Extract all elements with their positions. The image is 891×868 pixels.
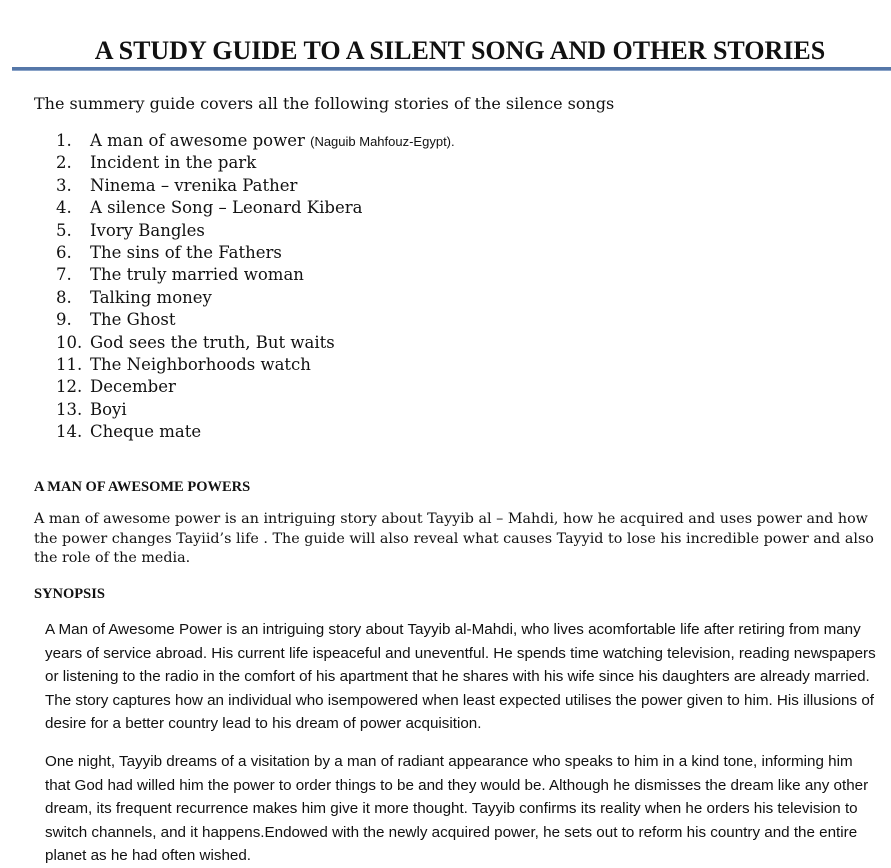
synopsis-paragraph: One night, Tayyib dreams of a visitation by a man of radiant appearance who speaks to him in a kind tone, informing him that God had willed him the power to order things to be and they would be. Although he dismisses the dream like any other dream, its frequent recurrence makes him give it more thought. Tayyib confirms its reality when he orders his television to switch channels, and it happens.Endowed with the newly acquired power, he sets out to reform his country and the entire planet as he had often wished. xyxy=(45,753,869,865)
list-number: 5. xyxy=(56,220,72,240)
section-heading: A MAN OF AWESOME POWERS xyxy=(34,479,251,495)
story-title: A silence Song – Leonard Kibera xyxy=(90,198,363,218)
list-item xyxy=(56,197,455,219)
list-number: 12. xyxy=(56,377,83,397)
list-number: 6. xyxy=(56,242,72,262)
list-number: 3. xyxy=(56,175,72,195)
list-item xyxy=(56,175,455,197)
story-author-note: (Naguib Mahfouz-Egypt). xyxy=(310,134,455,149)
list-number: 4. xyxy=(56,198,72,218)
list-item xyxy=(56,152,455,174)
synopsis-heading: SYNOPSIS xyxy=(34,586,105,602)
story-title: The sins of the Fathers xyxy=(90,242,282,262)
list-item xyxy=(56,130,455,152)
list-item xyxy=(56,354,455,376)
section-intro-paragraph: A man of awesome power is an intriguing story about Tayyib al – Mahdi, how he acquired and uses power and how the power changes Tayiid’s life . The guide will also reveal what causes Tayyid to lose his incredible power and also the role of the media. xyxy=(34,511,874,566)
story-title: Boyi xyxy=(90,399,127,419)
story-title: Incident in the park xyxy=(90,153,257,173)
list-number: 1. xyxy=(56,131,72,150)
list-item xyxy=(56,399,455,421)
list-item xyxy=(56,242,455,264)
story-title: Ivory Bangles xyxy=(90,220,205,240)
story-list xyxy=(56,130,455,443)
list-number: 13. xyxy=(56,399,83,419)
story-title: A man of awesome power xyxy=(90,131,305,150)
list-number: 2. xyxy=(56,153,72,173)
story-title: The Ghost xyxy=(90,310,176,330)
story-title: Talking money xyxy=(90,287,212,307)
list-item xyxy=(56,332,455,354)
list-item xyxy=(56,264,455,286)
story-title: The Neighborhoods watch xyxy=(90,354,311,374)
story-title: December xyxy=(90,377,176,397)
list-number: 7. xyxy=(56,265,72,285)
list-item xyxy=(56,309,455,331)
list-item xyxy=(56,287,455,309)
story-title: Ninema – vrenika Pather xyxy=(90,175,298,195)
list-item xyxy=(56,421,455,443)
story-title: The truly married woman xyxy=(90,265,304,285)
story-title: God sees the truth, But waits xyxy=(90,332,335,352)
intro-text: The summery guide covers all the following stories of the silence songs xyxy=(34,94,615,113)
title-underline xyxy=(12,67,891,71)
story-title: Cheque mate xyxy=(90,422,202,442)
list-item xyxy=(56,376,455,398)
list-number: 10. xyxy=(56,332,83,352)
document-title: A STUDY GUIDE TO A SILENT SONG AND OTHER STORIES xyxy=(94,36,826,65)
list-number: 14. xyxy=(56,422,83,442)
synopsis-paragraph: A Man of Awesome Power is an intriguing story about Tayyib al-Mahdi, who lives acomfortable life after retiring from many years of service abroad. His current life ispeaceful and uneventful. He spends time watching television, reading newspapers or listening to the radio in the comfort of his apartment that he shares with his wife since his daughters are already married. The story captures how an individual who isempowered when least expected utilises the power given to him. His illusions of desire for a better country lead to his dream of power acquisition. xyxy=(45,621,876,733)
list-number: 9. xyxy=(56,310,72,330)
list-number: 8. xyxy=(56,287,72,307)
list-number: 11. xyxy=(56,354,83,374)
list-item xyxy=(56,220,455,242)
